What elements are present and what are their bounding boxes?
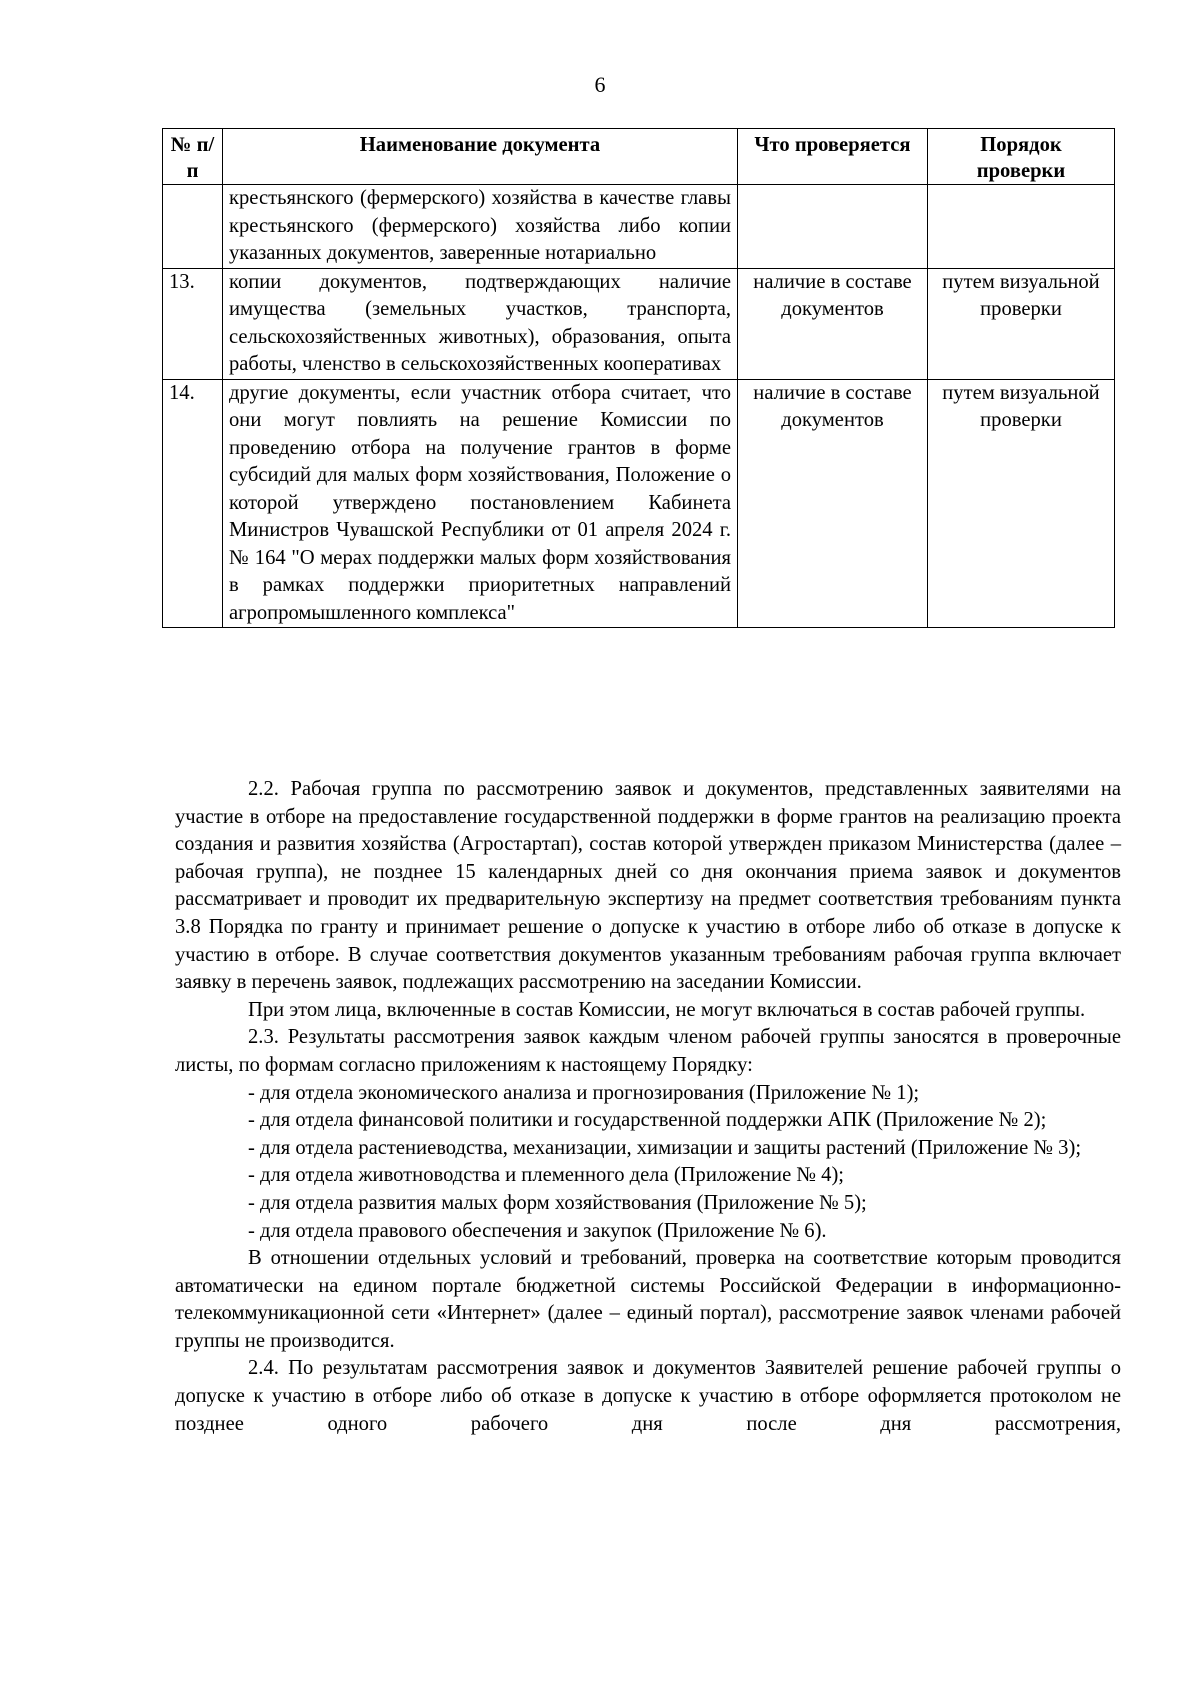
body-text bbox=[175, 776, 1121, 1438]
row-num: 13. bbox=[163, 268, 223, 379]
row-order bbox=[928, 185, 1115, 269]
row-num: 14. bbox=[163, 379, 223, 628]
row-name: крестьянского (фермерского) хозяйства в качестве главы крестьянского (фермерского) хозяйства либо копии указанных документов, заверенные нотариально bbox=[223, 185, 738, 269]
row-num bbox=[163, 185, 223, 269]
table-header-row bbox=[163, 129, 1115, 185]
row-check bbox=[738, 185, 928, 269]
row-name: копии документов, подтверждающих наличие имущества (земельных участков, транспорта, сельскохозяйственных животных), образования, опыта работы, членство в сельскохозяйственных кооперативах bbox=[223, 268, 738, 379]
list-item: - для отдела животноводства и племенного дела (Приложение № 4); bbox=[248, 1164, 845, 1187]
list-item: - для отдела экономического анализа и прогнозирования (Приложение № 1); bbox=[248, 1081, 920, 1104]
header-order: Порядок проверки bbox=[928, 129, 1115, 185]
list-item: - для отдела финансовой политики и государственной поддержки АПК (Приложение № 2); bbox=[248, 1109, 1047, 1132]
row-order: путем визуальной проверки bbox=[928, 268, 1115, 379]
table-row bbox=[163, 185, 1115, 269]
page-number: 6 bbox=[594, 72, 606, 97]
row-name: другие документы, если участник отбора считает, что они могут повлиять на решение Комиссии по проведению отбора на получение грантов в форме субсидий для малых форм хозяйствования, Положение о которой утверждено постановлением Кабинета Министров Чувашской Республики от 01 апреля 2024 г. № 164 "О мерах поддержки малых форм хозяйствования в рамках поддержки приоритетных направлений агропромышленного комплекса" bbox=[223, 379, 738, 628]
paragraph: 2.2. Рабочая группа по рассмотрению заявок и документов, представленных заявителями на участие в отборе на предоставление государственной поддержки в форме грантов на реализацию проекта создания и развития хозяйства (Агростартап), состав которой утвержден приказом Министерства (далее – рабочая группа), не позднее 15 календарных дней со дня окончания приема заявок и документов рассматривает и проводит их предварительную экспертизу на предмет соответствия требованиям пункта 3.8 Порядка по гранту и принимает решение о допуске к участию в отборе либо об отказе в допуске к участию в отборе. В случае соответствия документов указанным требованиям рабочая группа включает заявку в перечень заявок, подлежащих рассмотрению на заседании Комиссии. bbox=[175, 778, 1121, 994]
row-check: наличие в составе документов bbox=[738, 268, 928, 379]
paragraph: 2.3. Результаты рассмотрения заявок каждым членом рабочей группы заносятся в проверочные листы, по формам согласно приложениям к настоящему Порядку: bbox=[175, 1026, 1121, 1076]
list-item: - для отдела растениеводства, механизации, химизации и защиты растений (Приложение № 3); bbox=[248, 1136, 1082, 1159]
paragraph: 2.4. По результатам рассмотрения заявок и документов Заявителей решение рабочей группы о допуске к участию в отборе либо об отказе в допуске к участию в отборе оформляется протоколом не позднее одного рабочего дня после дня рассмотрения, bbox=[175, 1357, 1121, 1435]
list-item: - для отдела развития малых форм хозяйствования (Приложение № 5); bbox=[248, 1191, 867, 1214]
header-check: Что проверяется bbox=[738, 129, 928, 185]
documents-table bbox=[162, 128, 1115, 628]
paragraph: При этом лица, включенные в состав Комиссии, не могут включаться в состав рабочей группы. bbox=[248, 998, 1086, 1021]
table-row bbox=[163, 379, 1115, 628]
row-order: путем визуальной проверки bbox=[928, 379, 1115, 628]
row-check: наличие в составе документов bbox=[738, 379, 928, 628]
table-row bbox=[163, 268, 1115, 379]
list-item: - для отдела правового обеспечения и закупок (Приложение № 6). bbox=[248, 1219, 827, 1242]
paragraph: В отношении отдельных условий и требований, проверка на соответствие которым проводится автоматически на едином портале бюджетной системы Российской Федерации в информационно-телекоммуникационной сети «Интернет» (далее – единый портал), рассмотрение заявок членами рабочей группы не производится. bbox=[175, 1247, 1121, 1352]
header-name: Наименование документа bbox=[223, 129, 738, 185]
header-num: № п/п bbox=[163, 129, 223, 185]
